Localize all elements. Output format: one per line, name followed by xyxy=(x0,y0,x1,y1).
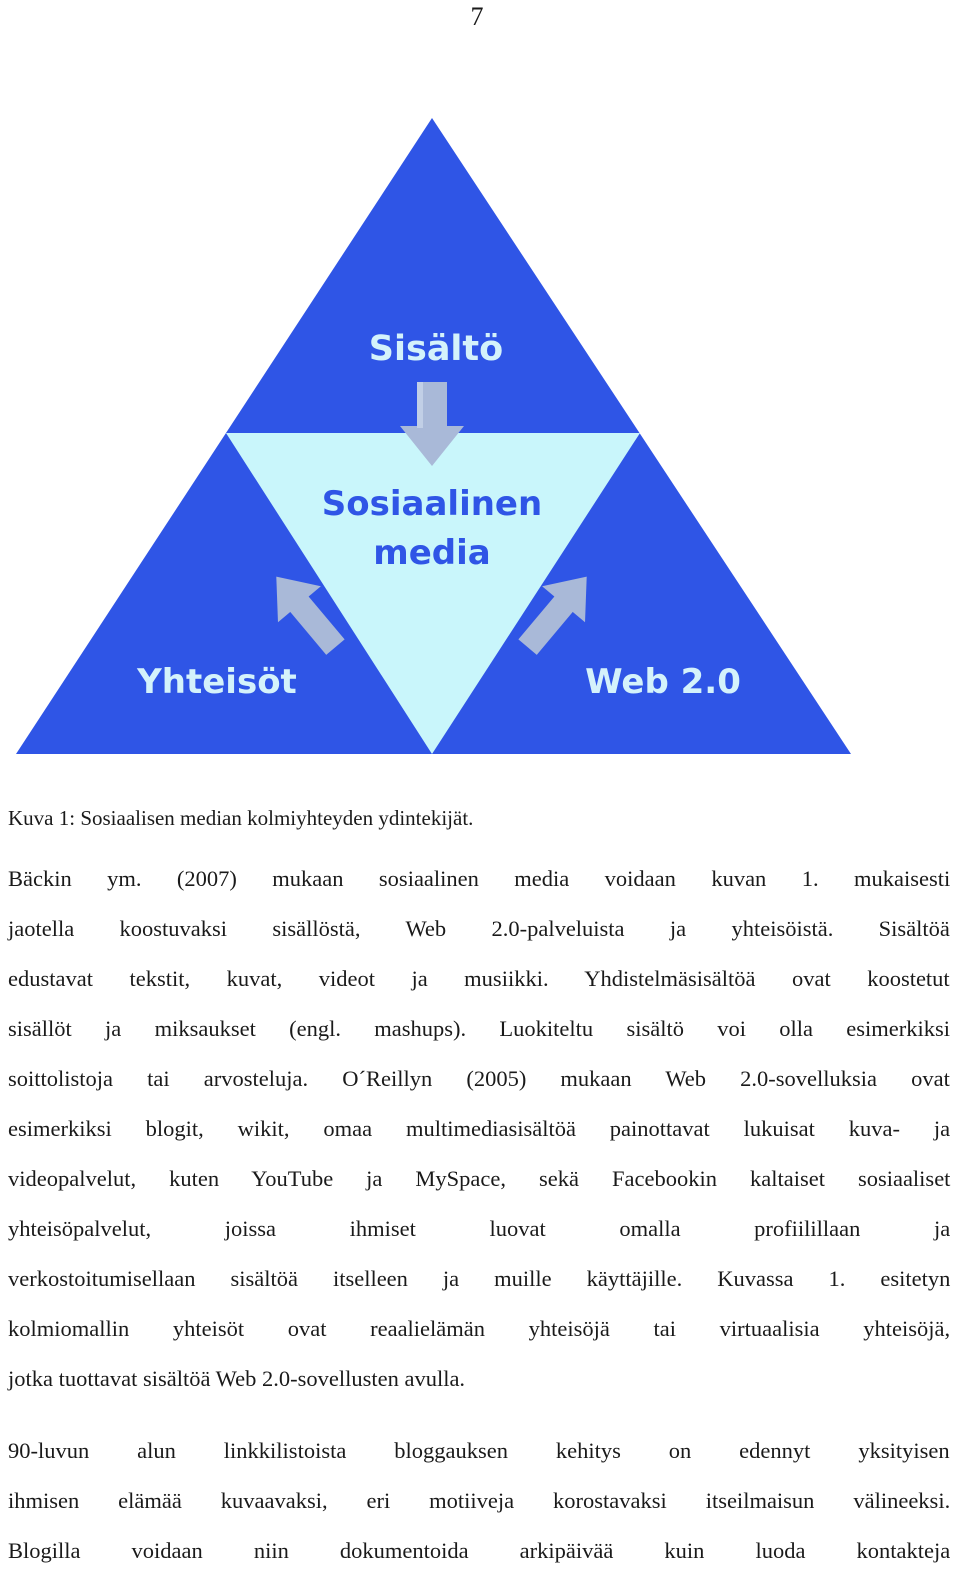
top-label: Sisältö xyxy=(368,329,504,369)
social-media-triangle-figure xyxy=(0,0,960,790)
right-label: Web 2.0 xyxy=(585,662,741,702)
paragraph-line: edustavat tekstit, kuvat, videot ja musiikki. Yhdistelmäsisältöä ovat koostetut xyxy=(8,966,950,991)
paragraph-line: 90-luvun alun linkkilistoista bloggauksen kehitys on edennyt yksityisen xyxy=(8,1438,950,1463)
paragraph-2 xyxy=(8,1426,950,1576)
paragraph-line: jotka tuottavat sisältöä Web 2.0-sovellusten avulla. xyxy=(8,1366,466,1391)
figure-caption: Kuva 1: Sosiaalisen median kolmiyhteyden ydintekijät. xyxy=(8,806,474,830)
left-label: Yhteisöt xyxy=(137,662,297,702)
paragraph-line: esimerkiksi blogit, wikit, omaa multimediasisältöä painottavat lukuisat kuva- ja xyxy=(8,1116,951,1141)
paragraph-line: sisällöt ja miksaukset (engl. mashups). Luokiteltu sisältö voi olla esimerkiksi xyxy=(8,1016,951,1041)
paragraph-line: soittolistoja tai arvosteluja. O´Reillyn (2005) mukaan Web 2.0-sovelluksia ovat xyxy=(8,1066,950,1091)
paragraph-line: videopalvelut, kuten YouTube ja MySpace, sekä Facebookin kaltaiset sosiaaliset xyxy=(8,1166,951,1191)
page-number: 7 xyxy=(470,2,484,31)
center-label-line2: media xyxy=(373,533,491,573)
paragraph-line: Blogilla voidaan niin dokumentoida arkipäivää kuin luoda kontakteja xyxy=(8,1538,951,1563)
paragraph-line: yhteisöpalvelut, joissa ihmiset luovat omalla profiilillaan ja xyxy=(8,1216,951,1241)
paragraph-line: kolmiomallin yhteisöt ovat reaalielämän yhteisöjä tai virtuaalisia yhteisöjä, xyxy=(8,1316,951,1341)
paragraph-line: jaotella koostuvaksi sisällöstä, Web 2.0-palveluista ja yhteisöistä. Sisältöä xyxy=(8,916,950,941)
paragraph-line: Bäckin ym. (2007) mukaan sosiaalinen media voidaan kuvan 1. mukaisesti xyxy=(8,866,951,891)
paragraph-line: ihmisen elämää kuvaavaksi, eri motiiveja korostavaksi itseilmaisun välineeksi. xyxy=(8,1488,951,1513)
paragraph-line: verkostoitumisellaan sisältöä itselleen ja muille käyttäjille. Kuvassa 1. esitetyn xyxy=(8,1266,951,1291)
center-label-line1: Sosiaalinen xyxy=(321,484,543,524)
paragraph-1 xyxy=(8,854,950,1404)
